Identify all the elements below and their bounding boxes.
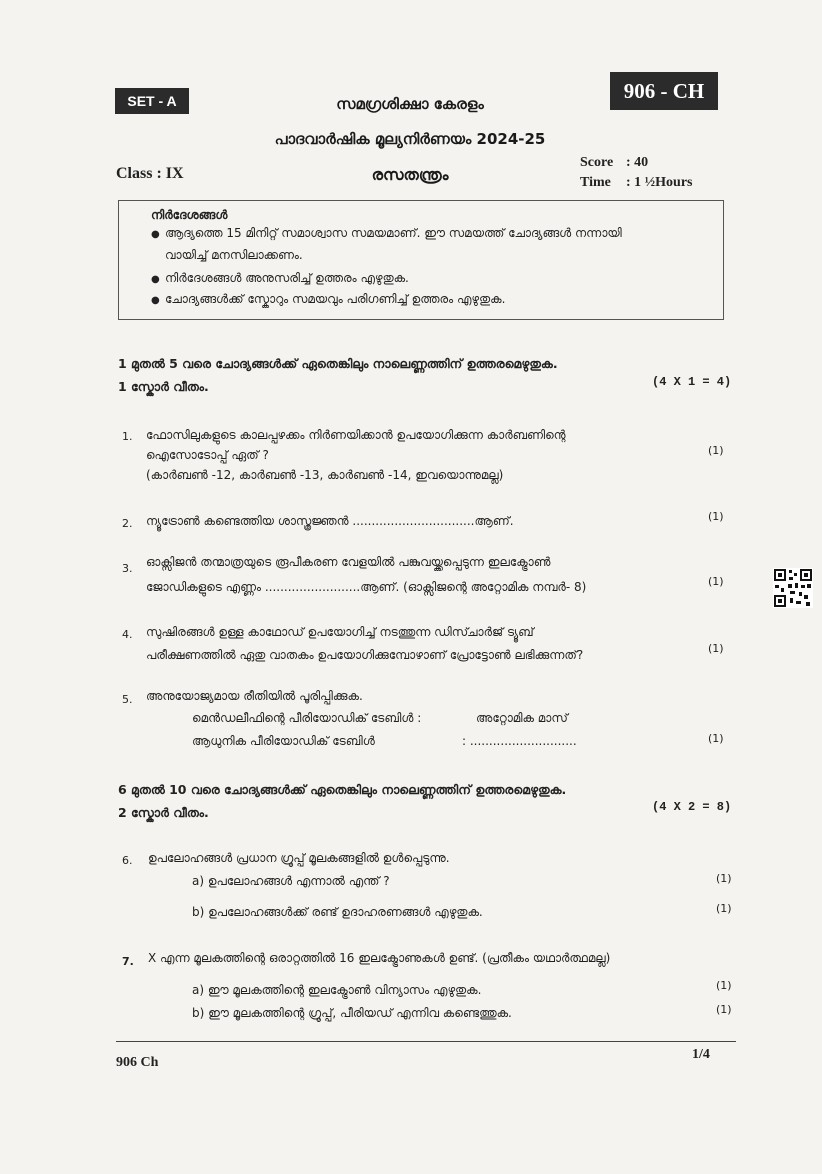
question-number: 4. [122, 628, 133, 641]
paper-code-badge: 906 - CH [610, 72, 718, 110]
section-1-score-note: 1 സ്കോർ വീതം. [118, 379, 209, 394]
question-7b-text: b) ഈ മൂലകത്തിന്റെ ഗ്രൂപ്പ്, പീരിയഡ് എന്നിവ കണ്ടെത്തുക. [192, 1006, 512, 1020]
question-5-row-1-value: അറ്റോമിക മാസ് [476, 711, 568, 725]
section-1-marks: (4 X 1 = 4) [652, 375, 732, 389]
bullet-icon: ● [151, 274, 160, 285]
question-7a-score: (1) [716, 979, 732, 992]
question-6b-text: b) ഉപലോഹങ്ങൾക്ക് രണ്ട് ഉദാഹരണങ്ങൾ എഴുതുക. [192, 905, 483, 919]
footer-paper-code: 906 Ch [116, 1055, 159, 1070]
question-6b-score: (1) [716, 902, 732, 915]
instruction-item-continued: വായിച്ച് മനസിലാക്കണം. [165, 248, 303, 262]
question-5-row-1-label: മെൻഡലീഫിന്റെ പീരിയോഡിക് ടേബിൾ : [192, 711, 422, 725]
question-7a-text: a) ഈ മൂലകത്തിന്റെ ഇലക്ട്രോൺ വിന്യാസം എഴുതുക. [192, 983, 482, 997]
question-4-text: സുഷിരങ്ങൾ ഉള്ള കാഥോഡ് ഉപയോഗിച്ച് നടത്തുന്ന ഡിസ്ചാർജ് ട്യൂബ് പരീക്ഷണത്തിൽ ഏതു വാതകം ഉപയോഗിക്കുമ്പോഴാണ് പ്രോട്ടോൺ ലഭിക്കുന്നത്? [146, 625, 584, 662]
instructions-box [118, 200, 724, 320]
score-time-block [580, 153, 693, 193]
footer-divider [116, 1041, 736, 1042]
question-5-row-2-value: : ............................ [462, 734, 577, 748]
subject-title: രസതന്ത്രം [371, 165, 449, 184]
exam-title: പാദവാർഷിക മൂല്യനിർണയം 2024-25 [274, 130, 546, 148]
question-6-text: ഉപലോഹങ്ങൾ പ്രധാന ഗ്രൂപ്പ് മൂലകങ്ങളിൽ ഉൾപ്പെടുന്നു. [148, 851, 450, 865]
class-label: Class : IX [116, 165, 184, 182]
question-number: 1. [122, 430, 133, 443]
question-6a-text: a) ഉപലോഹങ്ങൾ എന്നാൽ എന്ത് ? [192, 874, 390, 888]
set-badge: SET - A [115, 88, 189, 114]
section-2-instruction: 6 മുതൽ 10 വരെ ചോദ്യങ്ങൾക്ക് ഏതെങ്കിലും നാലെണ്ണത്തിന് ഉത്തരമെഴുതുക. [118, 782, 567, 797]
question-2-text: ന്യൂട്രോൺ കണ്ടെത്തിയ ശാസ്ത്രജ്ഞൻ ................................ആണ്. [146, 514, 514, 528]
time-value: : 1 ½Hours [626, 175, 693, 190]
instruction-item: ● ആദ്യത്തെ 15 മിനിറ്റ് സമാശ്വാസ സമയമാണ്. ഈ സമയത്ത് ചോദ്യങ്ങൾ നന്നായി [151, 223, 622, 245]
question-number: 3. [122, 562, 133, 575]
instruction-item: ● ചോദ്യങ്ങൾക്ക് സ്കോറും സമയവും പരിഗണിച്ച് ഉത്തരം എഴുതുക. [151, 289, 505, 311]
question-5-score: (1) [708, 732, 724, 745]
question-5-row-2-label: ആധുനിക പീരിയോഡിക് ടേബിൾ [192, 734, 375, 748]
question-7-text: X എന്ന മൂലകത്തിന്റെ ഒരാറ്റത്തിൽ 16 ഇലക്ട്രോണുകൾ ഉണ്ട്. (പ്രതീകം യഥാർത്ഥമല്ല) [148, 951, 611, 965]
question-3-text: ഓക്സിജൻ തന്മാത്രയുടെ രൂപീകരണ വേളയിൽ പങ്കുവയ്ക്കപ്പെടുന്ന ഇലക്ട്രോൺ ജോഡികളുടെ എണ്ണം .........................ആണ്. (ഓക്സിജന്റെ അറ്റോമിക നമ്പർ- 8) [146, 555, 587, 594]
question-number: 6. [122, 854, 133, 867]
question-6a-score: (1) [716, 872, 732, 885]
instruction-item: ● നിർദേശങ്ങൾ അനുസരിച്ച് ഉത്തരം എഴുതുക. [151, 268, 409, 290]
footer-page-number: 1/4 [692, 1047, 710, 1062]
score-value: : 40 [626, 155, 649, 170]
section-2-score-note: 2 സ്കോർ വീതം. [118, 805, 209, 820]
score-label: Score [580, 155, 614, 170]
bullet-icon: ● [151, 295, 160, 306]
question-4-score: (1) [708, 642, 724, 655]
section-1-instruction: 1 മുതൽ 5 വരെ ചോദ്യങ്ങൾക്ക് ഏതെങ്കിലും നാലെണ്ണത്തിന് ഉത്തരമെഴുതുക. [118, 356, 558, 371]
question-number: 7. [122, 955, 134, 968]
qr-code-icon [773, 568, 813, 608]
question-number: 5. [122, 693, 133, 706]
time-label: Time [580, 175, 611, 190]
question-number: 2. [122, 517, 133, 530]
organization-title: സമഗ്രശിക്ഷാ കേരളം [336, 95, 484, 113]
question-1-text: ഫോസിലുകളുടെ കാലപ്പഴക്കം നിർണയിക്കാൻ ഉപയോഗിക്കുന്ന കാർബണിന്റെ ഐസോടോപ്പ് ഏത് ? (കാർബൺ -12, കാർബൺ -13, കാർബൺ -14, ഇവയൊന്നുമല്ല) [146, 428, 566, 482]
bullet-icon: ● [151, 229, 160, 240]
question-1-score: (1) [708, 444, 724, 457]
section-2-marks: (4 X 2 = 8) [652, 800, 732, 814]
question-2-score: (1) [708, 510, 724, 523]
instructions-title: നിർദേശങ്ങൾ [151, 208, 228, 222]
question-3-score: (1) [708, 575, 724, 588]
question-5-text: അനുയോജ്യമായ രീതിയിൽ പൂരിപ്പിക്കുക. [146, 689, 363, 703]
question-7b-score: (1) [716, 1003, 732, 1016]
